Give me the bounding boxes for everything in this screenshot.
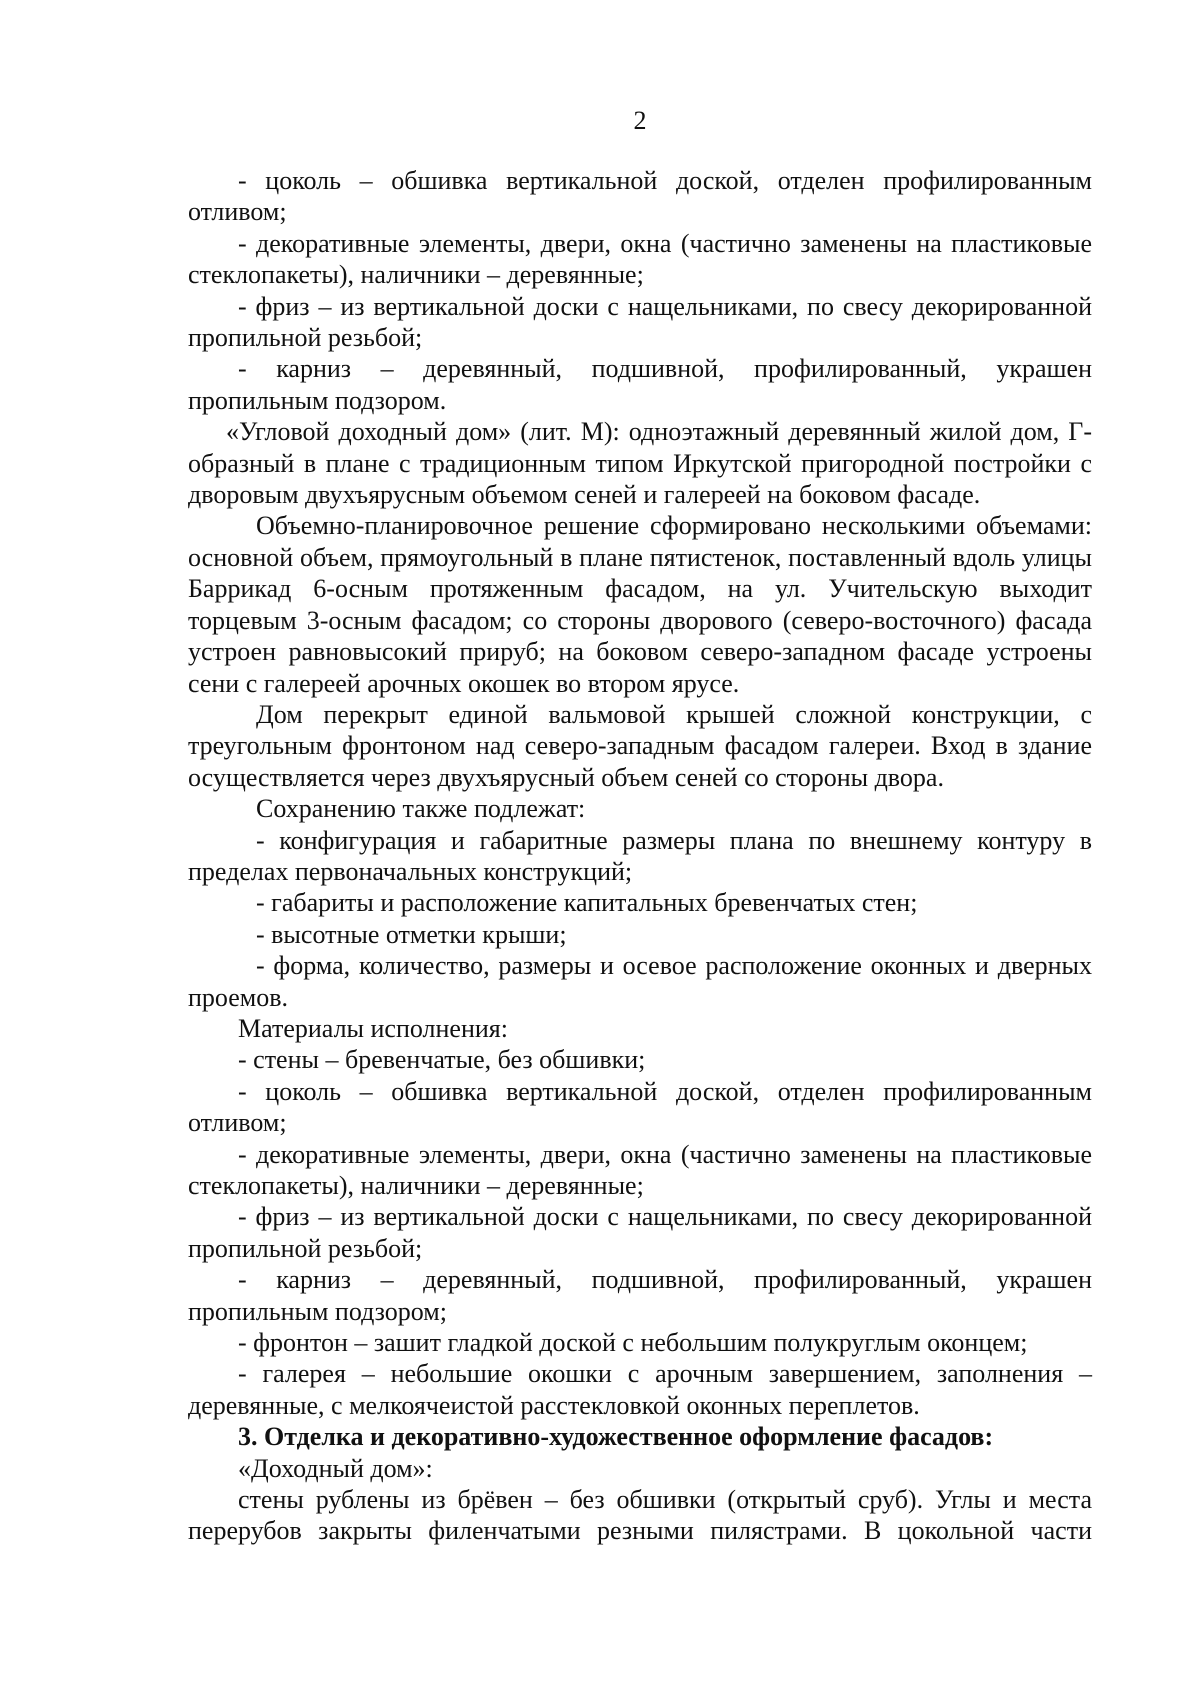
paragraph: Сохранению также подлежат: bbox=[256, 794, 586, 824]
paragraph: «Доходный дом»: bbox=[238, 1453, 433, 1483]
paragraph: - декоративные элементы, двери, окна (частично заменены на пластиковые стеклопакеты), наличники – деревянные; bbox=[188, 1139, 1092, 1200]
paragraph: - стены – бревенчатые, без обшивки; bbox=[238, 1045, 646, 1075]
paragraph: - фронтон – зашит гладкой доской с небольшим полукруглым оконцем; bbox=[238, 1328, 1028, 1358]
paragraph: - цоколь – обшивка вертикальной доской, отделен профилированным отливом; bbox=[188, 1076, 1092, 1138]
paragraph: Дом перекрыт единой вальмовой крышей сложной конструкции, с треугольным фронтоном над северо-западным фасадом галереи. Вход в здание осуществляется через двухъярусный объем сеней со стороны двора. bbox=[188, 699, 1092, 792]
document-body bbox=[188, 165, 1092, 1547]
paragraph: Материалы исполнения: bbox=[238, 1013, 508, 1043]
paragraph: - карниз – деревянный, подшивной, профилированный, украшен пропильным подзором; bbox=[188, 1265, 1092, 1326]
paragraph: - габариты и расположение капитальных бревенчатых стен; bbox=[256, 888, 918, 918]
paragraph: - карниз – деревянный, подшивной, профилированный, украшен пропильным подзором. bbox=[188, 354, 1092, 415]
paragraph: Объемно-планировочное решение сформировано несколькими объемами: основной объем, прямоугольный в плане пятистенок, поставленный вдоль улицы Баррикад 6-осным протяженным фасадом, на ул. Учительскую выходит торцевым 3-осным фасадом; со стороны дворового (северо-восточного) фасада устроен равновысокий прируб; на боковом северо-западном фасаде устроены сени с галереей арочных окошек во втором ярусе. bbox=[188, 511, 1092, 698]
paragraph: - фриз – из вертикальной доски с нащельниками, по свесу декорированной пропильной резьбой; bbox=[188, 291, 1092, 353]
paragraph: - высотные отметки крыши; bbox=[256, 919, 567, 949]
paragraph: - галерея – небольшие окошки с арочным завершением, заполнения – деревянные, с мелкоячеистой расстекловкой оконных переплетов. bbox=[188, 1359, 1092, 1420]
paragraph: - цоколь – обшивка вертикальной доской, отделен профилированным отливом; bbox=[188, 166, 1092, 227]
paragraph: - фриз – из вертикальной доски с нащельниками, по свесу декорированной пропильной резьбой; bbox=[188, 1202, 1092, 1263]
page-number: 2 bbox=[633, 106, 647, 135]
paragraph: «Угловой доходный дом» (лит. М): одноэтажный деревянный жилой дом, Г-образный в плане с традиционным типом Иркутской пригородной постройки с дворовым двухъярусным объемом сеней и галереей на боковом фасаде. bbox=[188, 417, 1092, 510]
section-heading: 3. Отделка и декоративно-художественное оформление фасадов: bbox=[238, 1422, 994, 1452]
paragraph: - форма, количество, размеры и осевое расположение оконных и дверных проемов. bbox=[188, 951, 1092, 1012]
paragraph: - декоративные элементы, двери, окна (частично заменены на пластиковые стеклопакеты), наличники – деревянные; bbox=[188, 228, 1092, 290]
paragraph: - конфигурация и габаритные размеры плана по внешнему контуру в пределах первоначальных конструкций; bbox=[188, 825, 1092, 886]
paragraph: стены рублены из брёвен – без обшивки (открытый сруб). Углы и места перерубов закрыты филенчатыми резными пилястрами. В цокольной части bbox=[188, 1485, 1092, 1546]
